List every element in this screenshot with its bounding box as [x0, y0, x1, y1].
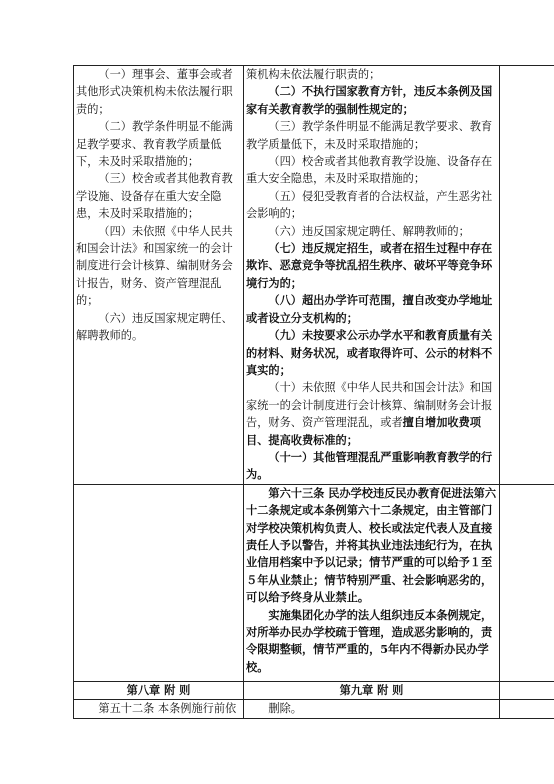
chapter-heading-original: 第八章 附 则	[74, 681, 244, 699]
note-cell	[500, 484, 554, 681]
clause-paragraph: （四）未依照《中华人民共和国会计法》和国家统一的会计制度进行会计核算、编制财务会计报告，财务、资产管理混乱的；	[76, 224, 233, 308]
clause-paragraph: （六）违反国家规定聘任、解聘教师的；	[268, 224, 470, 238]
original-text-cell	[74, 700, 244, 718]
table-row	[74, 66, 554, 485]
note-cell	[500, 700, 554, 718]
clause-paragraph: （四）校舍或者其他教育教学设施、设备存在重大安全隐患，未及时采取措施的；	[246, 155, 493, 186]
clause-paragraph: 第六十三条 民办学校违反民办教育促进法第六十二条规定或本条例第六十二条规定，由主管部门对学校决策机构负责人、校长或法定代表人及直接责任人予以警告，并将其执业违法违纪行为，在执业信用档案中予以记录；情节严重的可以给予１至５年从业禁止；情节特别严重、社会影响恶劣的，可以给予终身从业禁止。	[246, 485, 497, 605]
clause-paragraph: （三）教学条件明显不能满足教学要求、教育教学质量低下，未及时采取措施的；	[246, 120, 493, 151]
clause-text-bold: 擅自增加收费项目、提高收费标准的；	[246, 415, 481, 447]
clause-text: （十）未依照《中华人民共和国会计法》和国家统一的会计制度进行会计核算、编制财务会计报告，财务、资产管理混乱，或者	[246, 381, 493, 430]
clause-paragraph: （五）侵犯受教育者的合法权益，产生恶劣社会影响的；	[246, 189, 493, 221]
clause-paragraph: （六）违反国家规定聘任、解聘教师的。	[76, 311, 233, 343]
note-cell	[500, 681, 554, 699]
revised-text-cell	[244, 484, 500, 681]
clause-paragraph: （七）违反规定招生，或者在招生过程中存在欺诈、恶意竞争等扰乱招生秩序、破坏平等竞争环境行为的；	[246, 241, 493, 290]
table-row	[74, 681, 554, 699]
clause-paragraph: （三）校舍或者其他教育教学设施、设备存在重大安全隐患，未及时采取措施的；	[76, 172, 233, 221]
revised-text-cell	[244, 66, 500, 485]
original-text-cell	[74, 484, 244, 681]
clause-paragraph: 策机构未依法履行职责的；	[246, 68, 381, 81]
clause-paragraph: （二）不执行国家教育方针，违反本条例及国家有关教育教学的强制性规定的；	[246, 84, 493, 116]
original-text-cell	[74, 66, 244, 485]
clause-paragraph: （八）超出办学许可范围，擅自改变办学地址或者设立分支机构的；	[246, 293, 493, 325]
clause-paragraph: 实施集团化办学的法人组织违反本条例规定，对所举办民办学校疏于管理，造成恶劣影响的，责令限期整顿，情节严重的，5年内不得新办民办学校。	[246, 607, 493, 674]
revised-text-cell	[244, 700, 500, 718]
comparison-table	[73, 65, 554, 719]
table-row	[74, 484, 554, 681]
chapter-heading-revised: 第九章 附 则	[244, 681, 500, 699]
clause-paragraph	[246, 379, 497, 449]
clause-paragraph: （二）教学条件明显不能满足教学要求、教育教学质量低下，未及时采取措施的；	[76, 120, 233, 169]
table-row	[74, 700, 554, 718]
clause-paragraph: 删除。	[268, 702, 302, 716]
clause-paragraph: 第五十二条 本条例施行前依	[98, 702, 237, 716]
clause-paragraph: （九）未按要求公示办学水平和教育质量有关的材料、财务状况，或者取得许可、公示的材料不真实的；	[246, 328, 493, 377]
clause-paragraph: （十一）其他管理混乱严重影响教育教学的行为。	[246, 449, 493, 482]
clause-paragraph: （一）理事会、董事会或者其他形式决策机构未依法履行职责的；	[76, 68, 233, 116]
note-cell	[500, 66, 554, 485]
